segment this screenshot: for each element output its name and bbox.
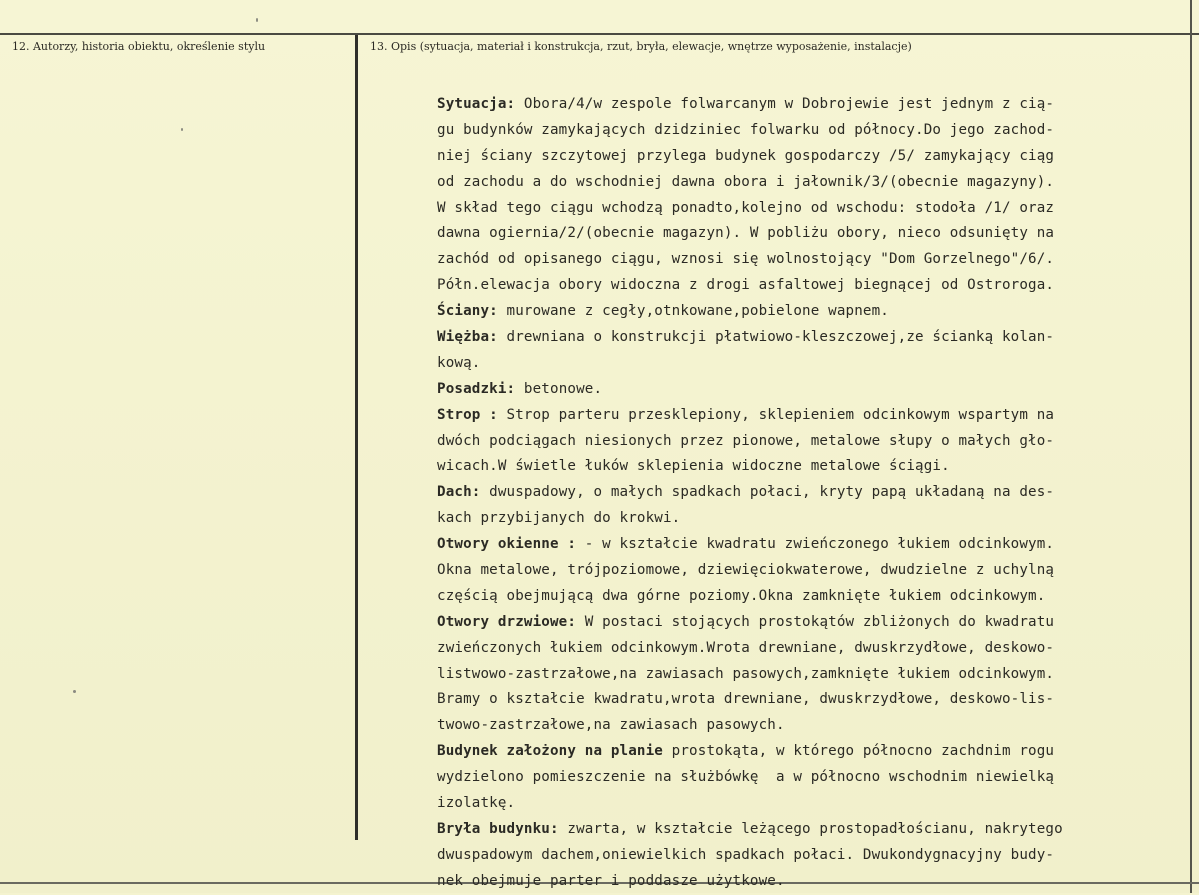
text-line: [437, 454, 1177, 480]
text-line: [437, 221, 1177, 247]
line-text: częścią obejmującą dwa górne poziomy.Okna zamknięte łukiem odcinkowym.: [437, 587, 1046, 604]
field-label: Budynek założony na planie: [437, 743, 663, 760]
text-line: [437, 247, 1177, 273]
line-text: murowane z cegły,otnkowane,pobielone wapnem.: [497, 303, 889, 320]
line-text: wydzielono pomieszczenie na służbówkę a w północno wschodnim niewielką: [437, 769, 1055, 786]
line-text: kową.: [437, 354, 481, 371]
text-line: [437, 817, 1177, 843]
right-rule: [1190, 0, 1192, 893]
text-line: [437, 144, 1177, 170]
line-text: Bramy o kształcie kwadratu,wrota drewniane, dwuskrzydłowe, deskowo-lis-: [437, 691, 1055, 708]
text-line: [437, 506, 1177, 532]
text-line: [437, 739, 1177, 765]
line-text: kach przybijanych do krokwi.: [437, 510, 681, 527]
field-label: Ściany:: [437, 303, 498, 320]
field-label: Posadzki:: [437, 380, 516, 397]
line-text: Okna metalowe, trójpoziomowe, dziewięciokwaterowe, dwudzielne z uchylną: [437, 562, 1055, 579]
text-line: [437, 843, 1177, 869]
paper-speck: [73, 690, 76, 693]
line-text: dwóch podciągach niesionych przez pionowe, metalowe słupy o małych gło-: [437, 432, 1055, 449]
line-text: dwuspadowym dachem,oniewielkich spadkach połaci. Dwukondygnacyjny budy-: [437, 846, 1055, 863]
text-line: [437, 532, 1177, 558]
line-text: od zachodu a do wschodniej dawna obora i jałownik/3/(obecnie magazyny).: [437, 173, 1055, 190]
field-label: Otwory okienne :: [437, 536, 577, 553]
text-line: [437, 403, 1177, 429]
field-label: Sytuacja:: [437, 96, 516, 112]
top-rule: [0, 33, 1199, 35]
line-text: twowo-zastrzałowe,na zawiasach pasowych.: [437, 717, 785, 734]
column-divider: [355, 35, 358, 840]
text-line: [437, 662, 1177, 688]
text-line: [437, 170, 1177, 196]
text-line: [437, 273, 1177, 299]
line-text: dawna ogiernia/2/(obecnie magazyn). W pobliżu obory, nieco odsunięty na: [437, 225, 1055, 242]
text-line: [437, 480, 1177, 506]
text-line: [437, 377, 1177, 403]
line-text: betonowe.: [515, 380, 603, 397]
text-line: [437, 351, 1177, 377]
paper-speck: [256, 18, 258, 22]
text-line: [437, 791, 1177, 817]
line-text: W postaci stojących prostokątów zbliżonych do kwadratu: [576, 613, 1055, 630]
description-text: [437, 92, 1177, 895]
line-text: Obora/4/w zespole folwarcanym w Dobrojewie jest jednym z cią-: [515, 96, 1055, 112]
section-13-header: 13. Opis (sytuacja, materiał i konstrukcja, rzut, bryła, elewacje, wnętrze wyposażenie, instalacje): [370, 40, 912, 53]
text-line: [437, 429, 1177, 455]
line-text: zwieńczonych łukiem odcinkowym.Wrota drewniane, dwuskrzydłowe, deskowo-: [437, 639, 1055, 656]
text-line: [437, 636, 1177, 662]
text-line: [437, 713, 1177, 739]
text-line: [437, 869, 1177, 895]
line-text: dwuspadowy, o małych spadkach połaci, kryty papą układaną na des-: [480, 484, 1055, 501]
field-label: Dach:: [437, 484, 481, 501]
text-line: [437, 610, 1177, 636]
line-text: Półn.elewacja obory widoczna z drogi asfaltowej biegnącej od Ostroroga.: [437, 277, 1055, 294]
line-text: nek obejmuje parter i poddasze użytkowe.: [437, 872, 785, 889]
text-line: [437, 118, 1177, 144]
text-line: [437, 687, 1177, 713]
line-text: wicach.W świetle łuków sklepienia widoczne metalowe ściągi.: [437, 458, 950, 475]
field-label: Otwory drzwiowe:: [437, 613, 577, 630]
field-label: Bryła budynku:: [437, 820, 559, 837]
text-line: [437, 584, 1177, 610]
text-line: [437, 196, 1177, 222]
line-text: izolatkę.: [437, 795, 516, 812]
line-text: drewniana o konstrukcji płatwiowo-kleszczowej,ze ścianką kolan-: [497, 329, 1055, 346]
line-text: W skład tego ciągu wchodzą ponadto,kolejno od wschodu: stodoła /1/ oraz: [437, 199, 1055, 216]
text-line: [437, 558, 1177, 584]
section-12-header: 12. Autorzy, historia obiektu, określenie stylu: [12, 40, 266, 53]
line-text: - w kształcie kwadratu zwieńczonego łukiem odcinkowym.: [576, 536, 1055, 553]
line-text: prostokąta, w którego północno zachdnim rogu: [662, 743, 1055, 760]
text-line: [437, 92, 1177, 118]
text-line: [437, 299, 1177, 325]
field-label: Strop :: [437, 406, 498, 423]
line-text: zwarta, w kształcie leżącego prostopadłościanu, nakrytego: [558, 820, 1063, 837]
line-text: zachód od opisanego ciągu, wznosi się wolnostojący "Dom Gorzelnego"/6/.: [437, 251, 1055, 268]
line-text: niej ściany szczytowej przylega budynek gospodarczy /5/ zamykający ciąg: [437, 147, 1055, 164]
line-text: listwowo-zastrzałowe,na zawiasach pasowych,zamknięte łukiem odcinkowym.: [437, 665, 1055, 682]
text-line: [437, 325, 1177, 351]
line-text: Strop parteru przesklepiony, sklepieniem odcinkowym wspartym na: [497, 406, 1055, 423]
text-line: [437, 765, 1177, 791]
field-label: Więżba:: [437, 329, 498, 346]
line-text: gu budynków zamykających dzidziniec folwarku od północy.Do jego zachod-: [437, 121, 1055, 138]
paper-speck: [181, 128, 183, 131]
